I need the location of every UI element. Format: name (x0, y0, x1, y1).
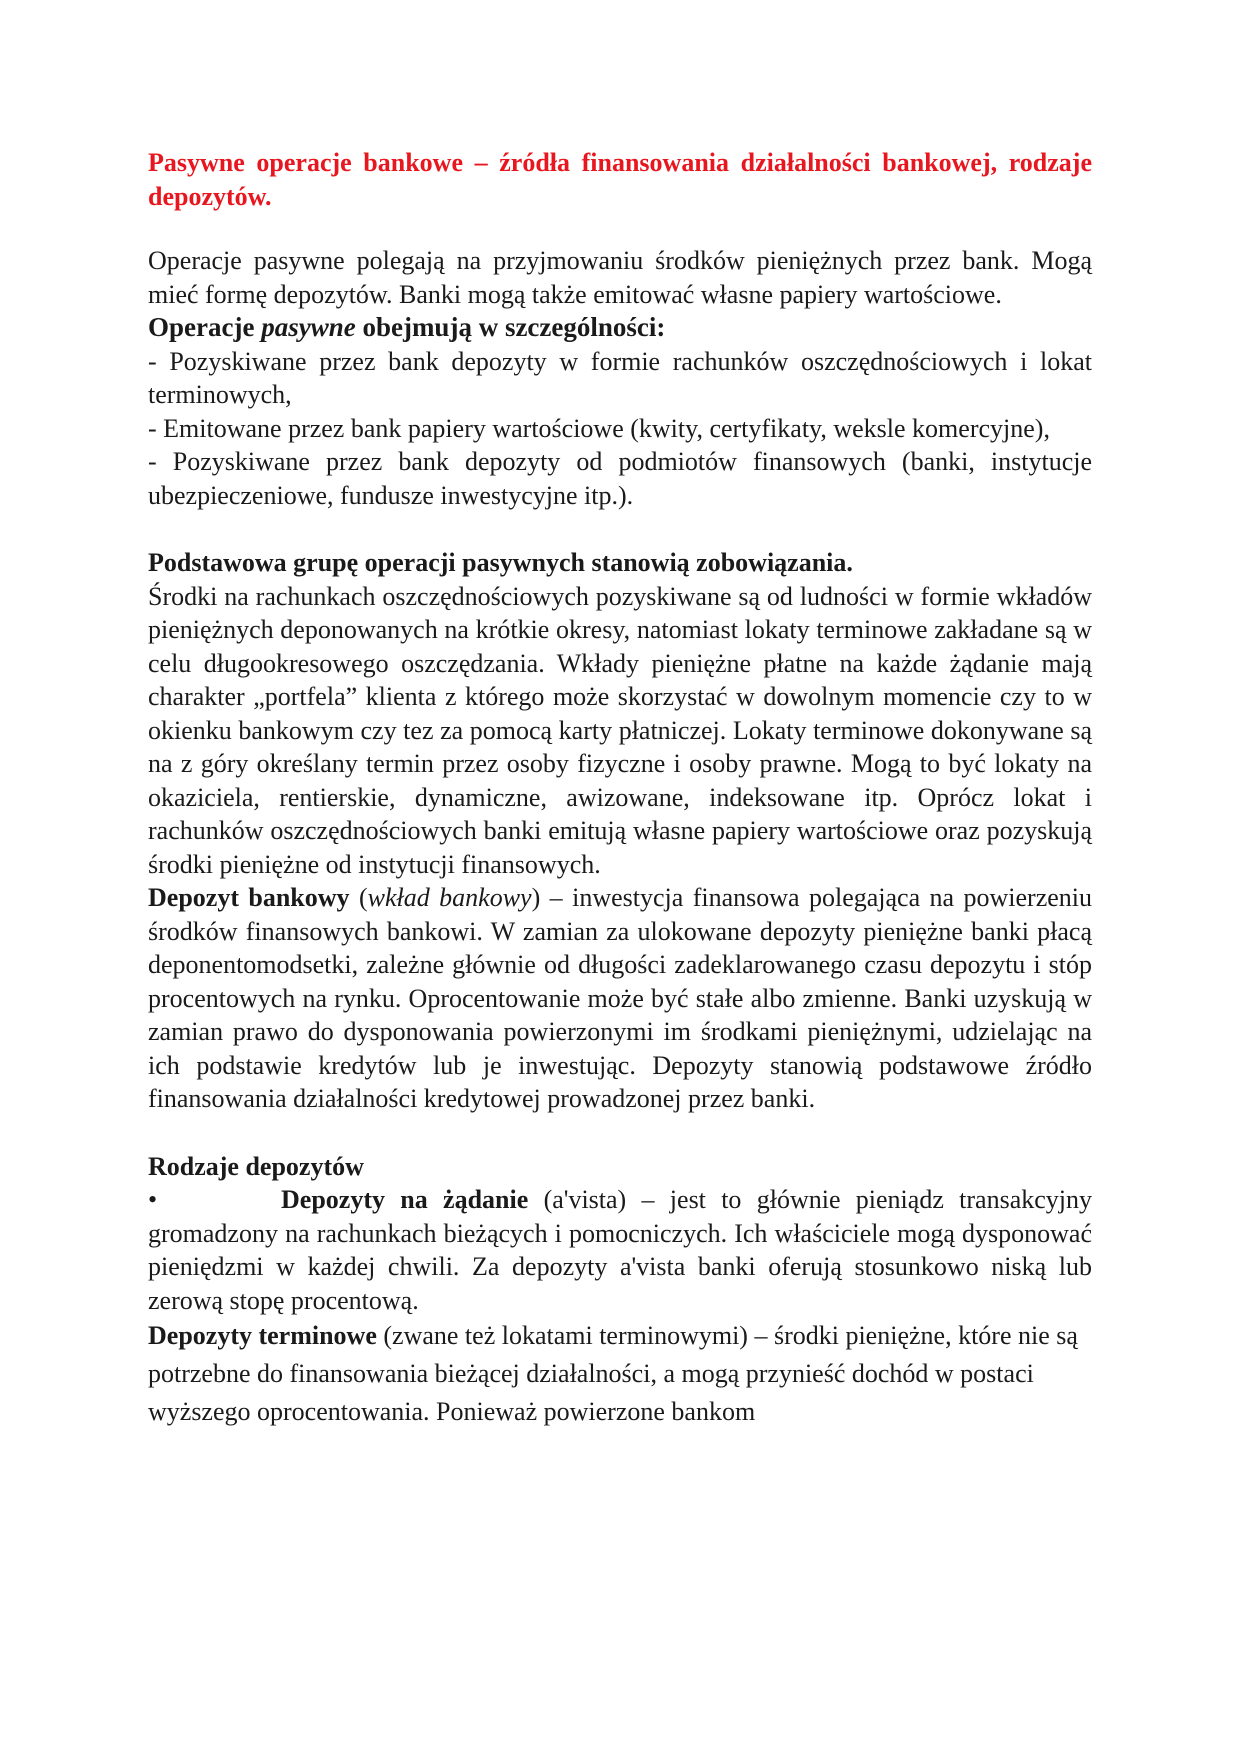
section2-heading-text: Podstawowa grupę operacji pasywnych stanowią zobowiązania. (148, 548, 853, 577)
types-heading-text: Rodzaje depozytów (148, 1151, 364, 1181)
document-title: Pasywne operacje bankowe – źródła finansowania działalności bankowej, rodzaje depozytów. (148, 148, 1092, 211)
list-item: - Pozyskiwane przez bank depozyty w formie rachunków oszczędnościowych i lokat terminowych, (148, 346, 1092, 409)
bullet-icon: • (148, 1185, 158, 1214)
deposit-term: Depozyt bankowy (148, 883, 350, 912)
document-page (148, 146, 1092, 1431)
demand-term: Depozyty na żądanie (281, 1185, 529, 1214)
term-deposit-paragraph (148, 1317, 1092, 1431)
term-term: Depozyty terminowe (148, 1321, 377, 1350)
deposit-paren-close: ) (531, 883, 541, 912)
types-heading (148, 1150, 1092, 1184)
term-body: (zwane też lokatami terminowymi) – środki pieniężne, które nie są potrzebne do finansowania bieżącej działalności, a mogą przynieść dochód w postaci wyższego oprocentowania. Ponieważ powierzone bankom (148, 1321, 1078, 1426)
list-item: - Pozyskiwane przez bank depozyty od podmiotów finansowych (banki, instytucje ubezpieczeniowe, fundusze inwestycyjne itp.). (148, 447, 1092, 510)
section2-body: Środki na rachunkach oszczędnościowych pozyskiwane są od ludności w formie wkładów pieniężnych deponowanych na krótkie okresy, natomiast lokaty terminowe zakładane są w celu długookresowego oszczędzania. Wkłady pieniężne płatne na każde żądanie mają charakter „portfela” klienta z którego może skorzystać w dowolnym momencie czy to w okienku bankowym czy tez za pomocą karty płatniczej. Lokaty terminowe dokonywane są na z góry określany termin przez osoby fizyczne i osoby prawne. Mogą to być lokaty na okaziciela, rentierskie, dynamiczne, awizowane, indeksowane itp. Oprócz lokat i rachunków oszczędnościowych banki emitują własne papiery wartościowe oraz pozyskują środki pieniężne od instytucji finansowych. (148, 581, 1092, 879)
deposit-paragraph (148, 881, 1092, 1116)
spacer (148, 1116, 1092, 1150)
deposit-paren-open: ( (349, 883, 368, 912)
intro-paragraph: Operacje pasywne polegają na przyjmowaniu środków pieniężnych przez bank. Mogą mieć formę depozytów. Banki mogą także emitować własne papiery wartościowe. (148, 246, 1092, 309)
list-heading-a: Operacje (148, 312, 262, 342)
deposit-alt: wkład bankowy (367, 883, 532, 912)
list-heading-b: pasywne (261, 312, 356, 342)
list-heading-c: obejmują w szczególności: (355, 312, 666, 342)
section2-heading (148, 546, 1092, 580)
spacer (148, 512, 1092, 546)
demand-deposit-paragraph (148, 1183, 1092, 1317)
demand-body: (a'vista) – jest to głównie pieniądz transakcyjny gromadzony na rachunkach bieżących i pomocniczych. Ich właściciele mogą dysponować pieniędzmi w każdej chwili. Za depozyty a'vista banki oferują stosunkowo niską lub zerową stopę procentową. (148, 1185, 1092, 1315)
list-item: - Emitowane przez bank papiery wartościowe (kwity, certyfikaty, weksle komercyjne), (148, 413, 1050, 443)
list-heading (148, 311, 1092, 345)
deposit-body: – inwestycja finansowa polegająca na powierzeniu środków finansowych bankowi. W zamian za ulokowane depozyty pieniężne banki płacą deponentomodsetki, zależne głównie od długości zadeklarowanego czasu depozytu i stóp procentowych na rynku. Oprocentowanie może być stałe albo zmienne. Banki uzyskują w zamian prawo do dysponowania powierzonymi im środkami pieniężnymi, udzielając na ich podstawie kredytów lub je inwestując. Depozyty stanowią podstawowe źródło finansowania działalności kredytowej prowadzonej przez banki. (148, 883, 1092, 1113)
